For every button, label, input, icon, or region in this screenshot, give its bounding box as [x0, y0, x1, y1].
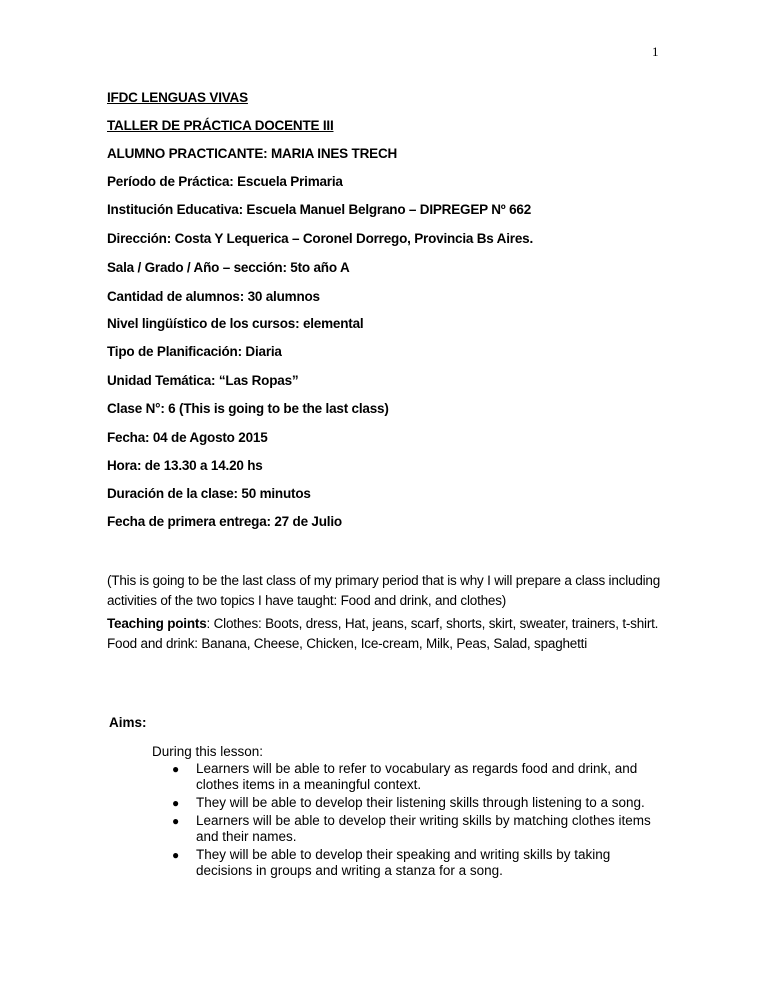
header-field: Fecha de primera entrega: 27 de Julio: [107, 514, 342, 529]
aim-text: They will be able to develop their speaking and writing skills by taking decisions in groups and writing a stanza for a song.: [196, 847, 611, 878]
header-field: Nivel lingüístico de los cursos: elemental: [107, 316, 364, 331]
aims-heading: Aims:: [109, 715, 147, 730]
teaching-points: [107, 614, 667, 654]
bullet-icon: ●: [172, 814, 180, 828]
list-item: [170, 813, 670, 845]
header-field: IFDC LENGUAS VIVAS: [107, 90, 248, 105]
header-field: Institución Educativa: Escuela Manuel Belgrano – DIPREGEP Nº 662: [107, 202, 532, 217]
aims-list: [170, 761, 670, 881]
header-field: Período de Práctica: Escuela Primaria: [107, 174, 343, 189]
teaching-points-label: Teaching points: [107, 616, 207, 631]
intro-paragraph: (This is going to be the last class of my primary period that is why I will prepare a class including activities of the two topics I have taught: Food and drink, and clothes): [107, 573, 661, 608]
aim-text: Learners will be able to refer to vocabulary as regards food and drink, and clothes items in a meaningful context.: [196, 761, 638, 792]
list-item: [170, 847, 670, 879]
header-field: Fecha: 04 de Agosto 2015: [107, 430, 268, 445]
teaching-points-text: : Clothes: Boots, dress, Hat, jeans, scarf, shorts, skirt, sweater, trainers, t-shirt. Food and drink: Banana, Cheese, Chicken, Ice-cream, Milk, Peas, Salad, spaghetti: [107, 616, 659, 651]
bullet-icon: ●: [172, 848, 180, 862]
header-field: ALUMNO PRACTICANTE: MARIA INES TRECH: [107, 146, 398, 161]
header-field: Duración de la clase: 50 minutos: [107, 486, 311, 501]
header-field: Unidad Temática: “Las Ropas”: [107, 373, 299, 388]
header-field: Cantidad de alumnos: 30 alumnos: [107, 289, 320, 304]
aims-intro: During this lesson:: [152, 744, 264, 759]
header-field: Dirección: Costa Y Lequerica – Coronel Dorrego, Provincia Bs Aires.: [107, 231, 533, 246]
aim-text: They will be able to develop their listening skills through listening to a song.: [196, 795, 645, 810]
aim-text: Learners will be able to develop their writing skills by matching clothes items and their names.: [196, 813, 651, 844]
header-field: Sala / Grado / Año – sección: 5to año A: [107, 260, 350, 275]
header-field: Tipo de Planificación: Diaria: [107, 344, 282, 359]
list-item: [170, 795, 670, 811]
page-number: 1: [652, 44, 659, 59]
header-field: TALLER DE PRÁCTICA DOCENTE III: [107, 118, 334, 133]
bullet-icon: ●: [172, 796, 180, 810]
list-item: [170, 761, 670, 793]
header-field: Hora: de 13.30 a 14.20 hs: [107, 458, 263, 473]
header-field: Clase N°: 6 (This is going to be the last class): [107, 401, 389, 416]
bullet-icon: ●: [172, 762, 180, 776]
